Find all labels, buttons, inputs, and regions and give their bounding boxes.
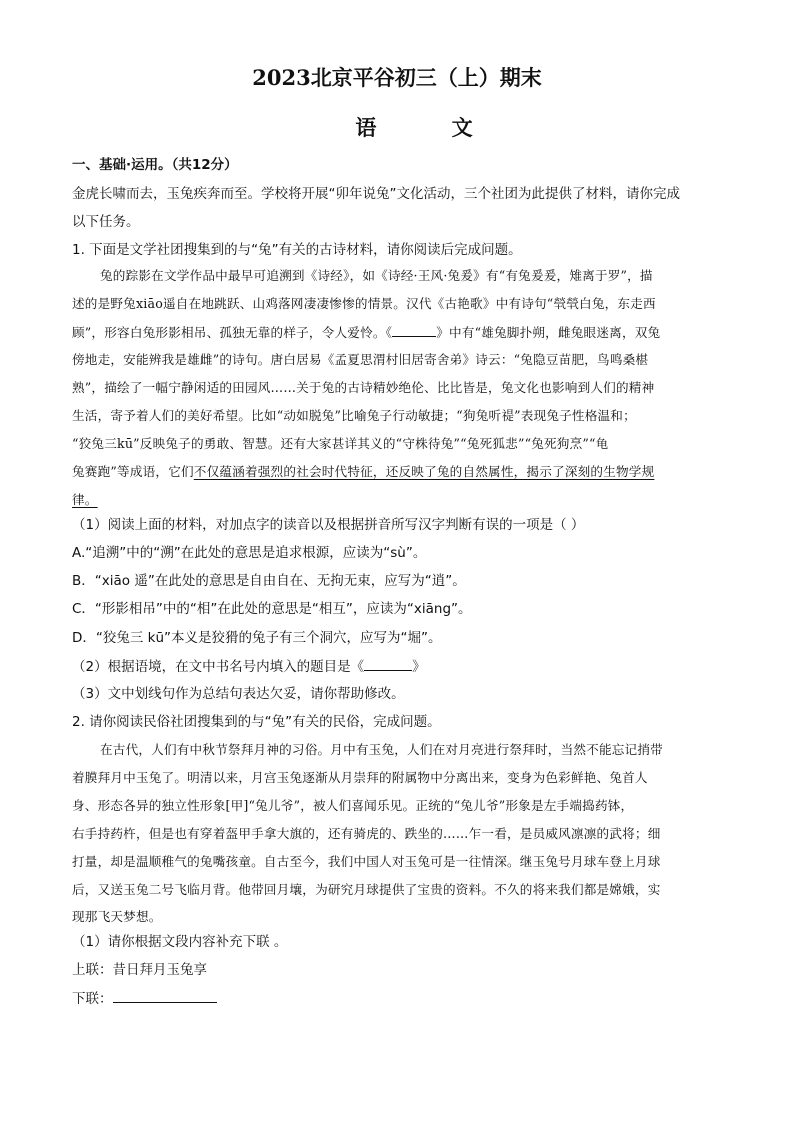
passage-line: 身、形态各异的独立性形象[甲]“兔儿爷”，被人们喜闻乐见。正统的“兔儿爷”形象是左手端捣药钵，	[72, 798, 634, 813]
passage-line: 现那飞天梦想。	[72, 909, 162, 924]
passage-line: 着膜拜月中玉兔了。明清以来，月宫玉兔逐渐从月崇拜的附属物中分离出来，变身为色彩鲜艳、兔首人	[72, 770, 648, 785]
q2-sub-question-1: （1）请你根据文段内容补充下联 。	[72, 934, 288, 950]
sub-question-2	[72, 656, 426, 677]
passage-line: 述的是野兔xiāo遥自在地跳跃、山鸡落网凄凄惨惨的情景。汉代《古艳歌》中有诗句“煢煢白兔，东走西	[72, 296, 656, 311]
passage-line: 傍地走，安能辨我是雄雌”的诗句。唐白居易《孟夏思渭村旧居寄舍弟》诗云：“兔隐豆苗肥，鸟鸣桑椹	[72, 352, 649, 367]
sub-question-3: （3）文中划线句作为总结句表达欠妥，请你帮助修改。	[72, 686, 405, 702]
sub-question-2-text: （2）根据语境，在文中书名号内填入的题目是《	[72, 659, 365, 675]
exam-title: 2023北京平谷初三（上）期末	[252, 65, 542, 90]
sub-question-2-close: 》	[412, 659, 426, 675]
passage-text: 顾”，形容白兔形影相吊、孤独无靠的样子，令人爱怜。《	[72, 325, 393, 340]
passage-line: 右手持药杵，但是也有穿着盔甲手拿大旗的，还有骑虎的、跌坐的……乍一看，是员威风凛凛的武将；细	[72, 826, 661, 841]
option-a[interactable]: A.“追溯”中的“溯”在此处的意思是追求根源，应读为“sù”。	[72, 545, 427, 561]
option-d[interactable]: D．“狡兔三 kū”本义是狡猾的兔子有三个洞穴，应写为“堀”。	[72, 630, 442, 646]
passage-line: 生活，寄予着人们的美好希望。比如“动如脱兔”比喻兔子行动敏捷；“狗兔听禔”表现兔子性格温和；	[72, 408, 636, 423]
underlined-sentence-end: 律。	[72, 492, 98, 507]
passage-line: “狡兔三kū”反映兔子的勇敢、智慧。还有大家甚详其义的“守株待兔”“兔死狐悲”“兔死狗烹”“龟	[72, 436, 609, 451]
underlined-sentence: 不仅蕴涵着强烈的社会时代特征，还反映了兔的自然属性，揭示了深刻的生物学规	[193, 464, 655, 479]
option-c[interactable]: C．“形影相吊”中的“相”在此处的意思是“相互”，应读为“xiāng”。	[72, 601, 472, 617]
couplet-answer-blank[interactable]	[113, 988, 217, 1003]
intro-text: 以下任务。	[72, 214, 140, 230]
passage-line	[72, 322, 660, 343]
passage-line: 后，又送玉兔二号飞临月背。他带回月壤，为研究月球提供了宝贵的资料。不久的将来我们都是嫦娥，实	[72, 882, 661, 897]
couplet-lower-label: 下联：	[72, 991, 113, 1007]
section-heading: 一、基础·运用。（共12分）	[72, 157, 238, 173]
question-2-stem: 2. 请你阅读民俗社团搜集到的与“兔”有关的民俗，完成问题。	[72, 714, 441, 730]
couplet-upper: 上联：昔日拜月玉兔享	[72, 962, 207, 978]
passage-line: 打量，却是温顺稚气的兔嘴孩童。自古至今，我们中国人对玉兔可是一往情深。继玉兔号月球车登上月球	[72, 854, 661, 869]
passage-line: 在古代，人们有中秋节祭拜月神的习俗。月中有玉兔，人们在对月亮进行祭拜时，当然不能忘记捎带	[100, 742, 663, 757]
passage-text: 兔赛跑”等成语，它们	[72, 464, 194, 479]
passage-line	[72, 462, 654, 482]
option-b[interactable]: B．“xiāo 遥”在此处的意思是自由自在、无拘无束，应写为“逍”。	[72, 573, 466, 589]
passage-line: 熟”，描绘了一幅宁静闲适的田园风……关于兔的古诗精妙绝伦、比比皆是，兔文化也影响到人们的精神	[72, 380, 655, 395]
passage-line: 兔的踪影在文学作品中最早可追溯到《诗经》，如《诗经·王风·兔爰》有“有兔爰爰，雉离于罗”，描	[100, 268, 653, 283]
intro-text: 金虎长啸而去，玉兔疾奔而至。学校将开展“卯年说兔”文化活动，三个社团为此提供了材料，请你完成	[72, 186, 680, 202]
passage-text: 》中有“雄兔脚扑朔，雌兔眼迷离，双兔	[436, 325, 661, 340]
couplet-lower	[72, 988, 217, 1009]
subject-title: 语 文	[355, 115, 507, 140]
answer-blank[interactable]	[364, 656, 412, 671]
sub-question-1: （1）阅读上面的材料，对加点字的读音以及根据拼音所写汉字判断有误的一项是（ ）	[72, 517, 585, 533]
question-1-stem: 1. 下面是文学社团搜集到的与“兔”有关的古诗材料，请你阅读后完成问题。	[72, 242, 522, 258]
title-blank[interactable]	[392, 322, 436, 337]
